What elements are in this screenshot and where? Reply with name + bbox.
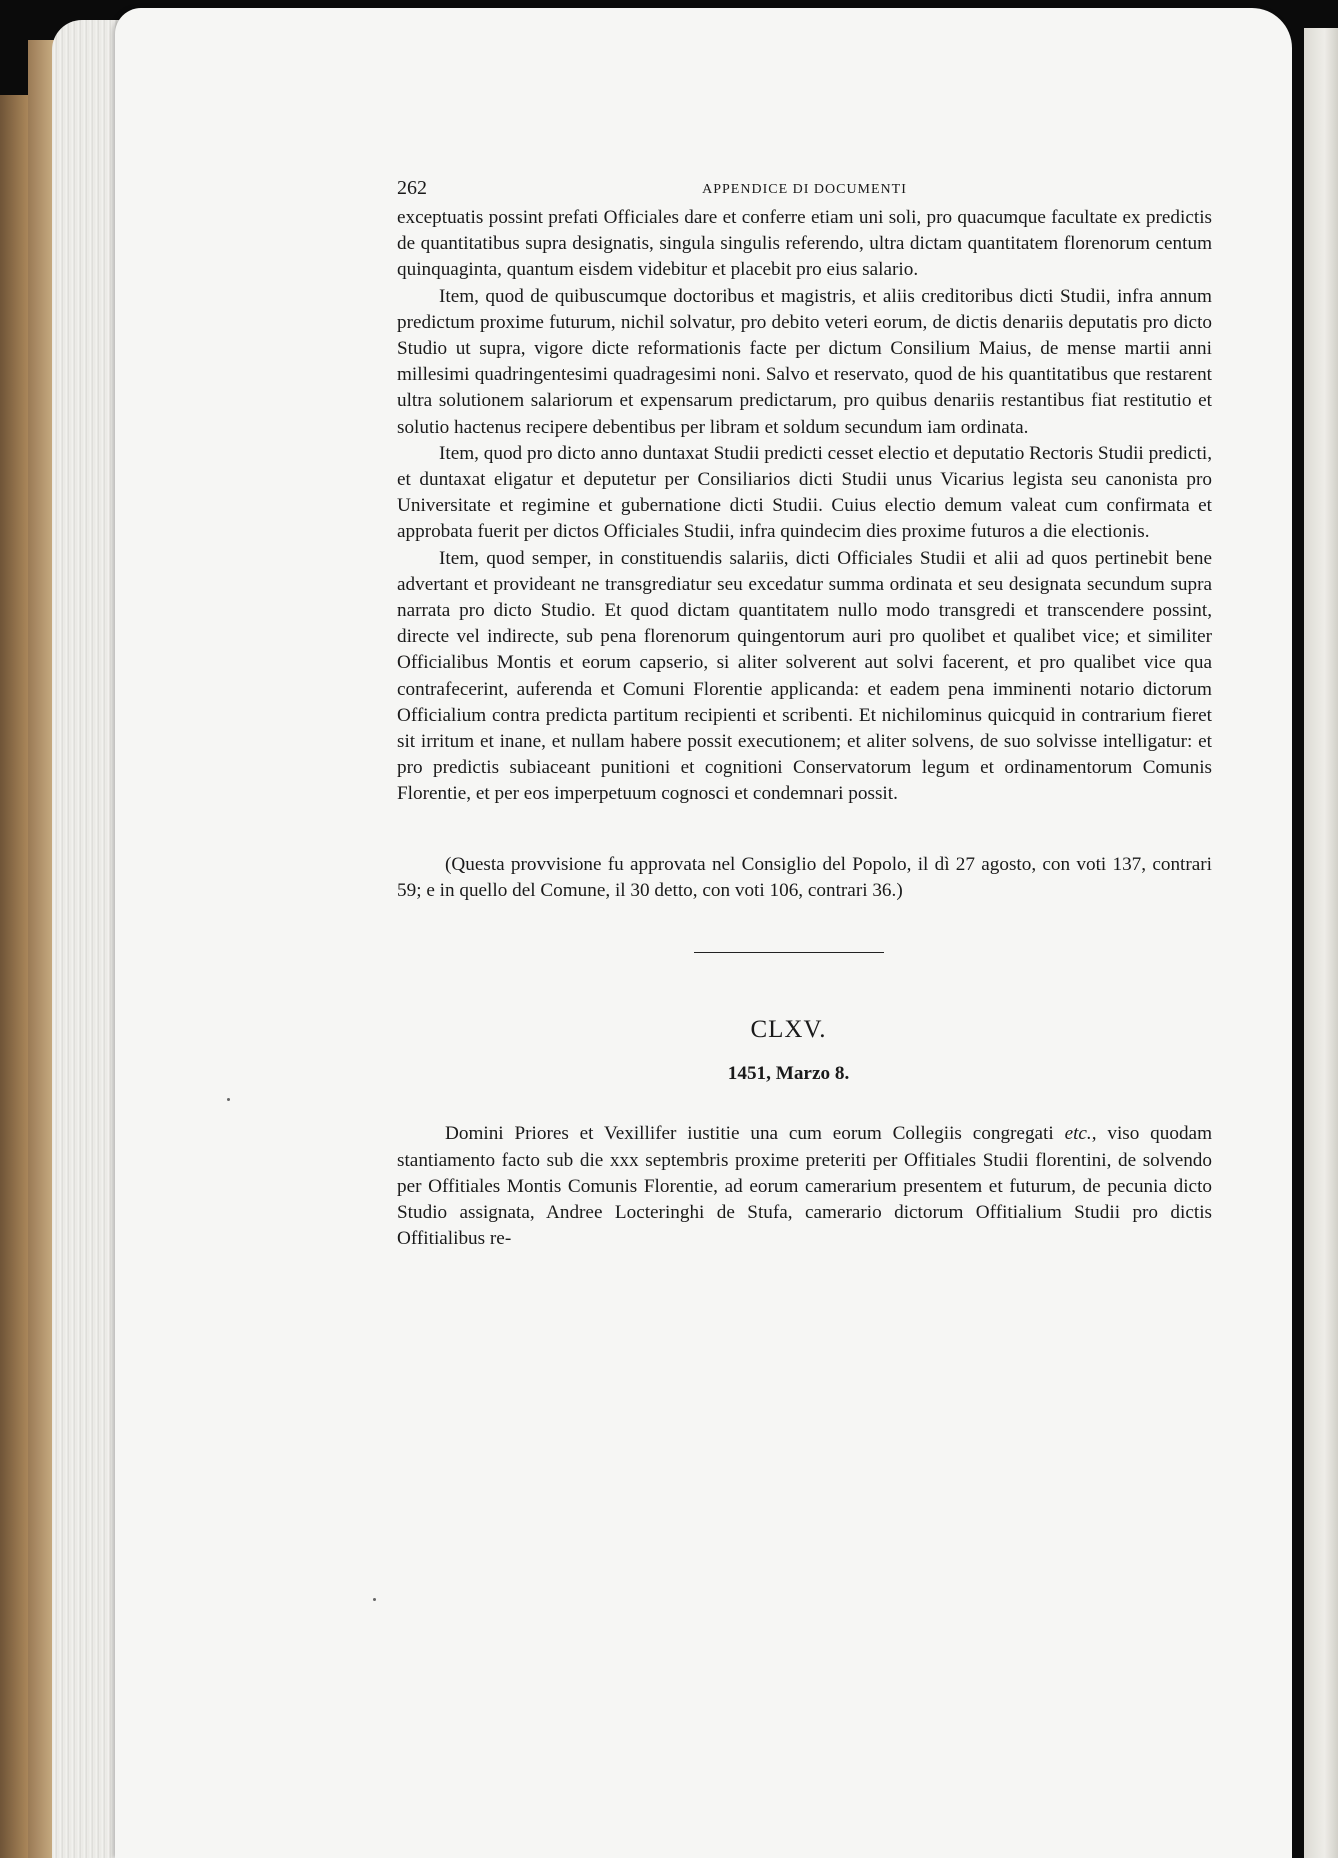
- paragraph-item-creditors: Item, quod de quibuscumque doctoribus et magistris, et aliis creditoribus dicti Studii, infra annum predictum proxime futurum, nichil solvatur, pro debito veteri eorum, de dictis denariis deputatis pro dicto Studio ut supra, vigore dicte reformationis facte per dictum Consilium Maius, de mense martii anni millesimi quadringentesimi quadragesimi noni. Salvo et reservato, quod de his quantitatibus que restarent ultra solutionem salariorum et expensarum predictarum, pro quibus denariis restantibus fiat restitutio et solutio hactenus recipere debentibus per libram et soldum secundum iam ordinata.: [397, 285, 1212, 438]
- paper-speck: [373, 1598, 376, 1601]
- paragraph-item-rector: Item, quod pro dicto anno duntaxat Studii predicti cesset electio et deputatio Rectoris Studii predicti, et duntaxat eligatur et deputetur per Consiliarios dicti Studii unus Vicarius legista seu canonista pro Universitate et regimine et gubernatione dicti Studii. Cuius electio demum valeat cum confirmata et approbata fuerit per dictos Officiales Studii, infra quindecim dies proxime futuros a die electionis.: [397, 442, 1212, 543]
- paragraph-continuation: exceptuatis possint prefati Officiales dare et conferre etiam uni soli, pro quacumque facultate ex predictis de quantitatibus supra designatis, singula singulis referendo, ultra dictam quantitatem florenorum centum quinquaginta, quantum eisdem videbitur et placebit pro eius salario.: [397, 207, 1212, 281]
- running-head-title: APPENDICE DI DOCUMENTI: [702, 182, 907, 197]
- page-number: 262: [397, 177, 427, 199]
- document-date: 1451, Marzo 8.: [727, 1063, 850, 1085]
- document-number: CLXV.: [750, 1016, 827, 1044]
- running-head: [397, 175, 1212, 203]
- page-text: [397, 175, 1212, 1272]
- approval-note: (Questa provvisione fu approvata nel Consiglio del Popolo, il dì 27 agosto, con voti 137, contrari 59; e in quello del Comune, il 30 detto, con voti 106, contrari 36.): [397, 853, 1212, 901]
- paper-speck: [227, 1098, 230, 1101]
- document-body-start: Domini Priores et Vexillifer iustitie una cum eorum Collegiis congregati: [445, 1123, 1054, 1145]
- document-body-etc: etc.: [1064, 1123, 1092, 1145]
- document-body: [397, 1121, 1212, 1252]
- facing-page-edge: [1304, 28, 1338, 1858]
- paragraph-item-salaries: Item, quod semper, in constituendis salariis, dicti Officiales Studii et alii ad quos pertinebit bene advertant et provideant ne transgrediatur seu excedatur summa ordinata et seu designata secundum supra narrata pro dicto Studio. Et quod dictam quantitatem nullo modo transgredi et transcendere possint, directe vel indirecte, sub pena florenorum quingentorum auri pro quolibet et qualibet vice; et similiter Officialibus Montis et eorum capserio, si aliter solverent aut solvi facerent, et pro qualibet vice qua contrafecerint, auferenda et Comuni Florentie applicanda: et eadem pena imminenti notario dictorum Officialium contra predicta partitum recipienti et scribenti. Et nichilominus quicquid in contrarium fieret sit irritum et inane, et nullam habere possit executionem; et aliter solvens, de suo solvisse intelligatur: et pro predictis subiaceant punitioni et cognitioni Conservatorum legum et ordinamentorum Comunis Florentie, et per eos imperpetuum cognosci et condemnari possit.: [397, 547, 1212, 805]
- section-divider: [694, 952, 884, 953]
- document-body-rest: , viso quodam stantiamento facto sub die xxx septembris proxime preteriti per Offitiales Studii florentini, de solvendo per Offitiales Montis Comunis Florentie, ad eorum camerarium presentem et futurum, de pecunia dicto Studio assignata, Andree Locteringhi de Stufa, camerario dictorum Offitialium Studii pro dictis Offitialibus re-: [397, 1123, 1213, 1250]
